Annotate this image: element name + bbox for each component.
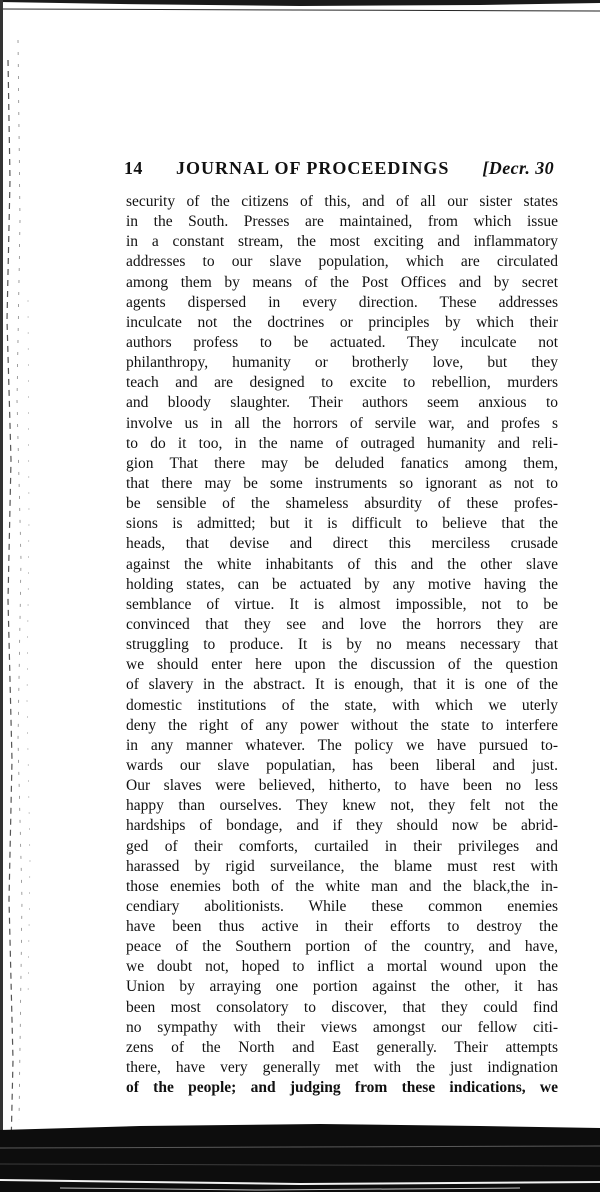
- page-number: 14: [124, 158, 143, 178]
- text-line: in the South. Presses are maintained, from which issue: [126, 213, 558, 231]
- text-line: Our slaves were believed, hitherto, to have been no less: [126, 777, 558, 795]
- text-line: involve us in all the horrors of servile war, and profes s: [126, 414, 558, 432]
- text-line: sions is admitted; but it is difficult to believe that the: [126, 515, 558, 533]
- text-line: security of the citizens of this, and of all our sister states: [126, 193, 558, 210]
- text-line: of slavery in the abstract. It is enough, that it is one of the: [126, 676, 558, 694]
- text-line: domestic institutions of the state, with which we uterly: [126, 696, 558, 714]
- text-line: that there may be some instruments so ignorant as not to: [126, 474, 558, 492]
- text-line: we should enter here upon the discussion of the question: [126, 656, 558, 674]
- text-line: among them by means of the Post Offices and by secret: [126, 273, 558, 291]
- top-scan-edge: [0, 0, 600, 14]
- text-line: harassed by rigid surveilance, the blame must rest with: [126, 857, 558, 875]
- text-line: wards our slave populatian, has been liberal and just.: [126, 756, 558, 774]
- text-line: those enemies both of the white man and the black,the in-: [126, 877, 558, 895]
- text-line: addresses to our slave population, which are circulated: [126, 253, 558, 271]
- text-line: struggling to produce. It is by no means necessary that: [126, 636, 558, 654]
- text-line: we doubt not, hoped to inflict a mortal wound upon the: [126, 958, 558, 976]
- running-header: [118, 158, 558, 188]
- text-line: holding states, can be actuated by any motive having the: [126, 575, 558, 593]
- bottom-scan-edge: [0, 1118, 600, 1192]
- text-line: teach and are designed to excite to rebellion, murders: [126, 374, 558, 392]
- text-line: be sensible of the shameless absurdity of these profes-: [126, 495, 558, 513]
- text-line: have been thus active in their efforts to destroy the: [126, 918, 558, 936]
- running-title: JOURNAL OF PROCEEDINGS: [176, 158, 450, 178]
- text-line: against the white inhabitants of this and the other slave: [126, 555, 558, 573]
- text-line: authors profess to be actuated. They inculcate not: [126, 333, 558, 351]
- text-line: to do it too, in the name of outraged humanity and reli-: [126, 434, 558, 452]
- text-line: of the people; and judging from these indications, we: [126, 1079, 558, 1097]
- text-line: zens of the North and East generally. Their attempts: [126, 1038, 558, 1056]
- text-line: agents dispersed in every direction. These addresses: [126, 293, 558, 311]
- text-line: in a constant stream, the most exciting and inflammatory: [126, 233, 558, 251]
- text-line: convinced that they see and love the horrors they are: [126, 615, 558, 633]
- text-line: there, have very generally met with the just indignation: [126, 1059, 558, 1077]
- text-line: been most consolatory to discover, that they could find: [126, 998, 558, 1016]
- text-line: philanthropy, humanity or brotherly love, but they: [126, 354, 558, 372]
- text-line: deny the right of any power without the state to interfere: [126, 716, 558, 734]
- text-line: cendiary abolitionists. While these common enemies: [126, 897, 558, 915]
- text-line: semblance of virtue. It is almost impossible, not to be: [126, 595, 558, 613]
- text-line: and bloody slaughter. Their authors seem anxious to: [126, 394, 558, 412]
- text-line: ged of their comforts, curtailed in their privileges and: [126, 837, 558, 855]
- text-line: gion That there may be deluded fanatics among them,: [126, 454, 558, 472]
- text-line: peace of the Southern portion of the country, and have,: [126, 938, 558, 956]
- text-line: inculcate not the doctrines or principles by which their: [126, 313, 558, 331]
- text-line: in any manner whatever. The policy we have pursued to-: [126, 736, 558, 754]
- text-line: Union by arraying one portion against the other, it has: [126, 978, 558, 996]
- text-line: heads, that devise and direct this merciless crusade: [126, 535, 558, 553]
- header-date: [Decr. 30: [482, 158, 554, 178]
- text-line: no sympathy with their views amongst our fellow citi-: [126, 1018, 558, 1036]
- text-line: hardships of bondage, and if they should now be abrid-: [126, 817, 558, 835]
- text-line: happy than ourselves. They knew not, they felt not the: [126, 797, 558, 815]
- binding-edge: [0, 0, 44, 1192]
- body-text: [126, 192, 558, 1098]
